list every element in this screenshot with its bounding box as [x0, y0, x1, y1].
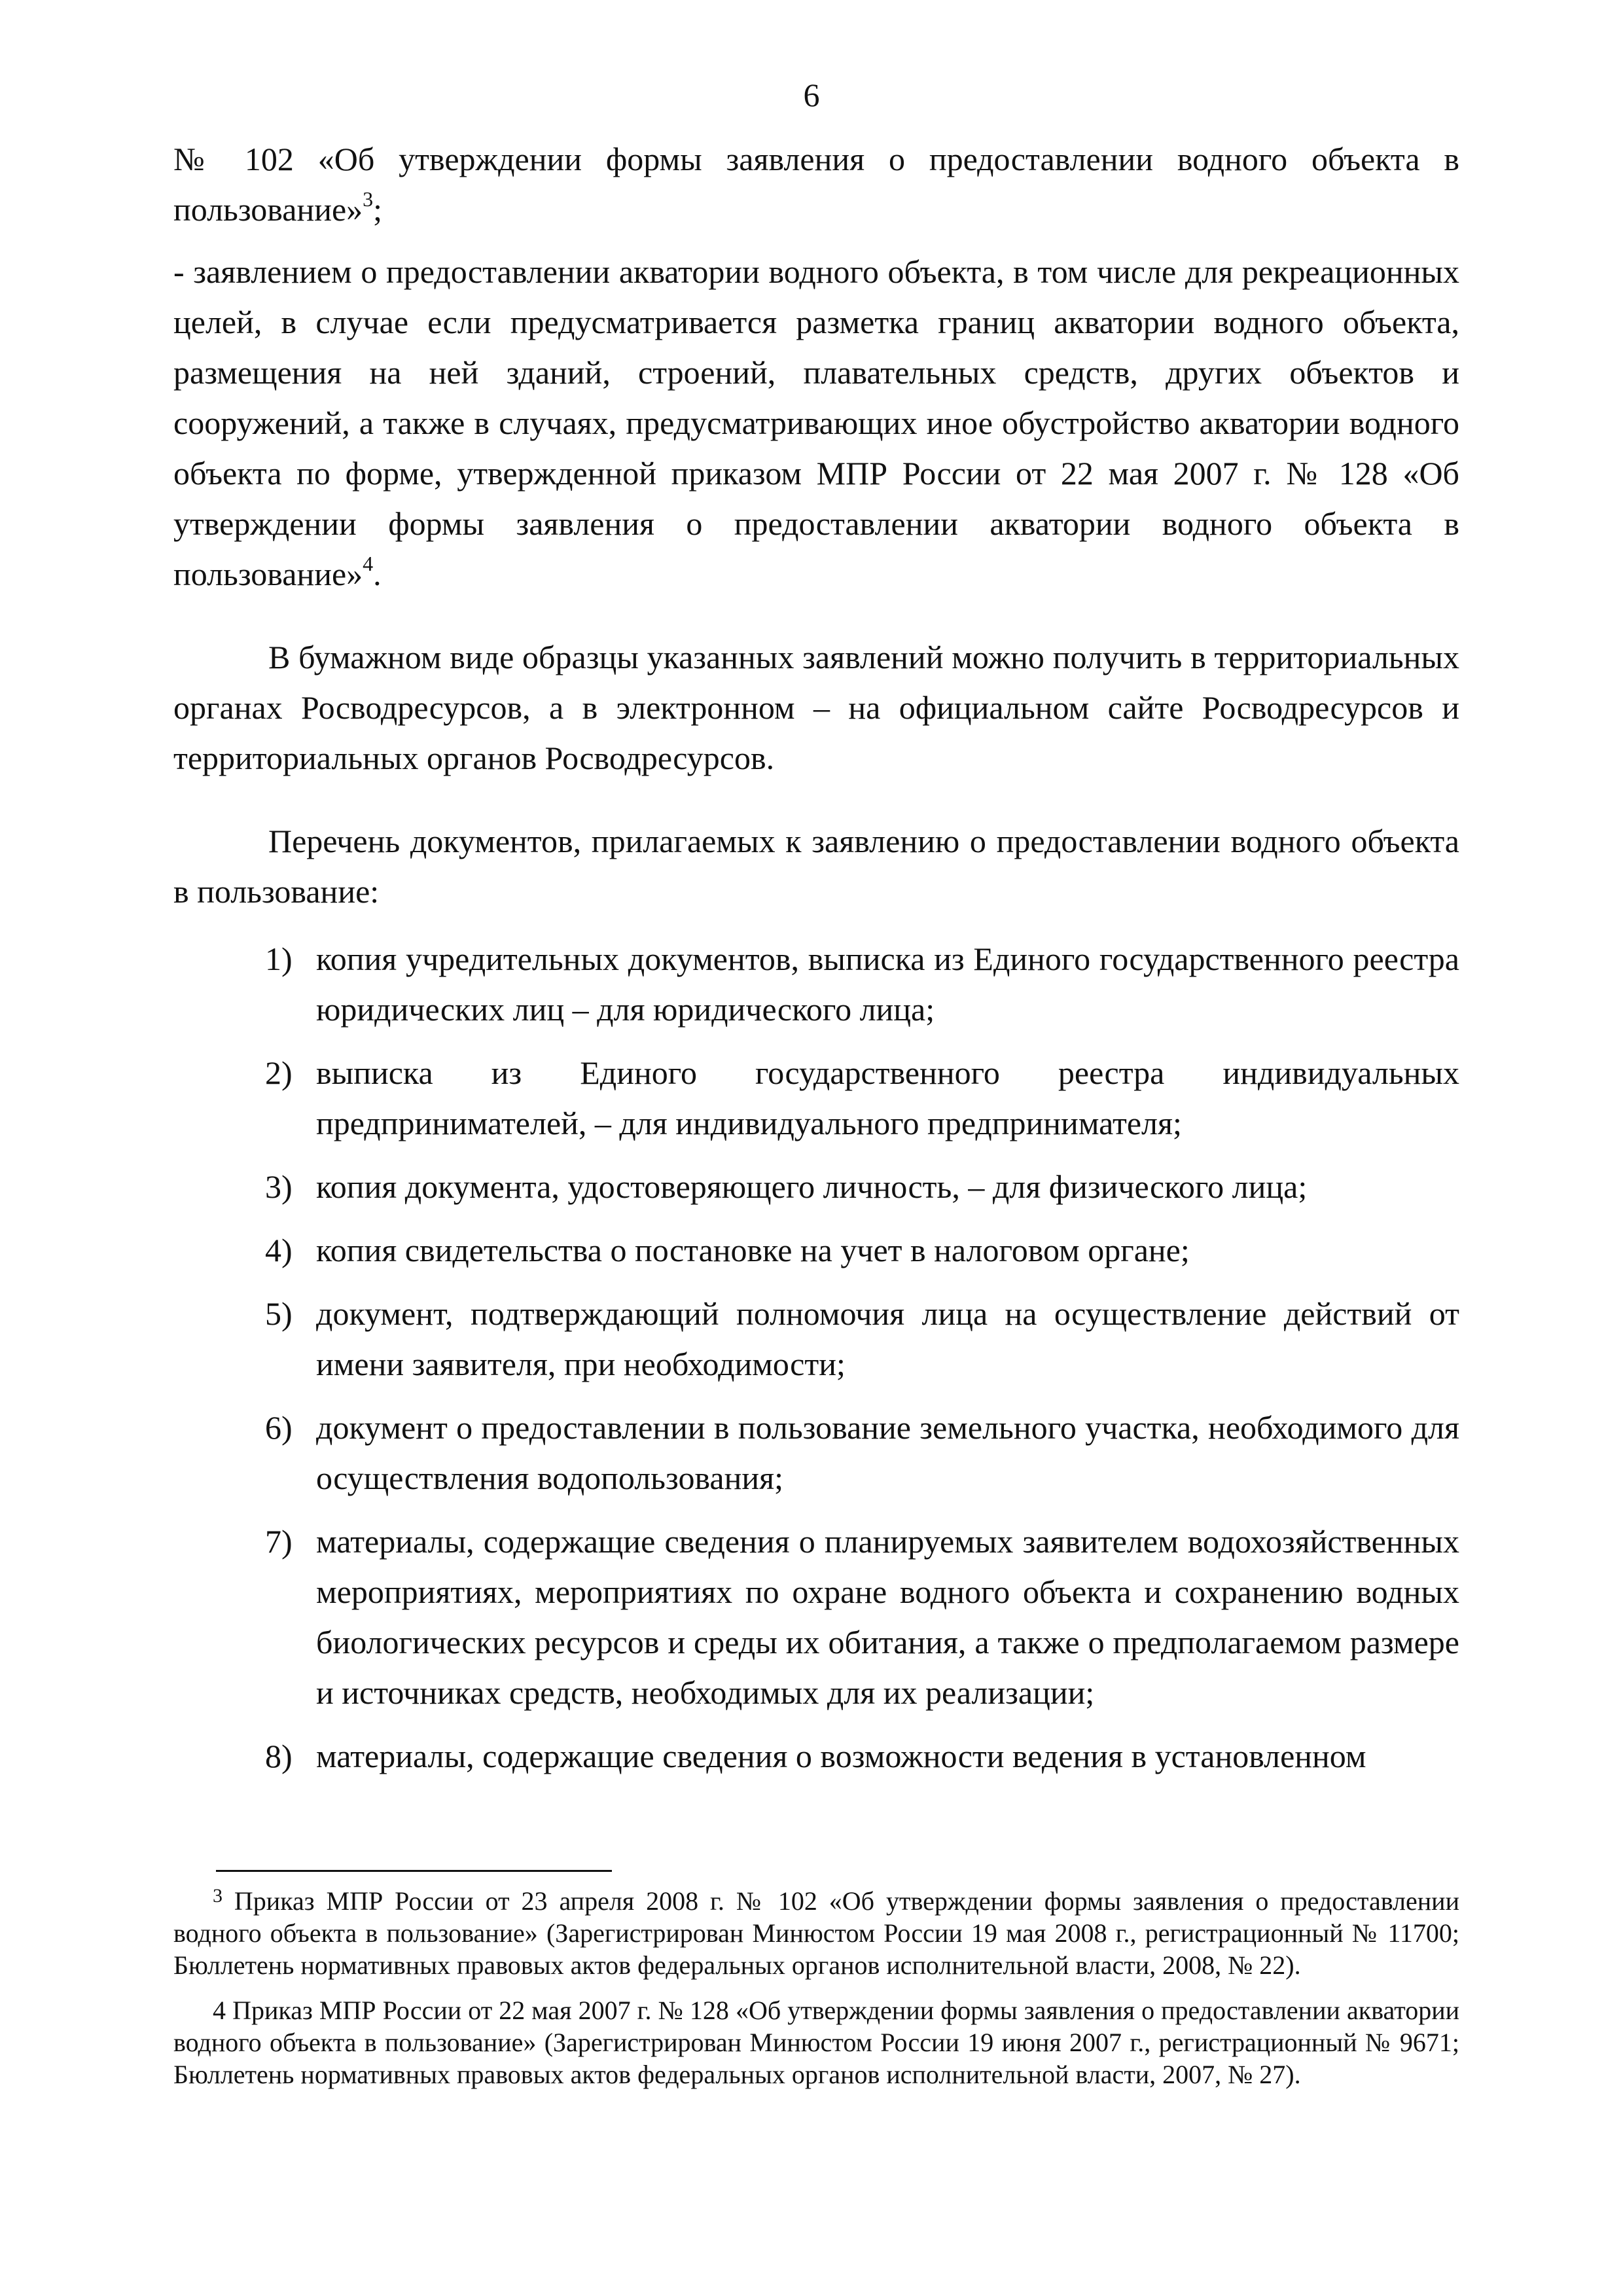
list-item-number: 8) [265, 1738, 293, 1774]
list-item [173, 1403, 1459, 1503]
paragraph-tail: . [373, 556, 382, 592]
footnote-mark: 4 [213, 1996, 226, 2025]
paragraph-order-reference [173, 134, 1459, 235]
list-item [173, 1048, 1459, 1149]
paragraph-paper-forms: В бумажном виде образцы указанных заявлений можно получить в территориальных органах Росводресурсов, а в электронном – на официальном сайте Росводресурсов и территориальных органов Росводресурсов. [173, 639, 1459, 776]
footnote-4 [173, 1994, 1459, 2090]
footnote-mark: 3 [213, 1885, 223, 1907]
footnotes [173, 1885, 1459, 2090]
footnote-ref-3[interactable]: 3 [363, 187, 374, 211]
list-item-text: материалы, содержащие сведения о возможности ведения в установленном [316, 1738, 1366, 1774]
list-item-text: документ о предоставлении в пользование земельного участка, необходимого для осуществления водопользования; [316, 1409, 1459, 1496]
paragraph-tail: ; [373, 191, 383, 228]
list-item [173, 934, 1459, 1035]
list-item-number: 7) [265, 1523, 293, 1560]
footnote-3 [173, 1885, 1459, 1981]
list-item-text: копия документа, удостоверяющего личность, – для физического лица; [316, 1168, 1308, 1205]
list-item-number: 4) [265, 1232, 293, 1268]
list-item-number: 6) [265, 1409, 293, 1446]
list-item-number: 3) [265, 1168, 293, 1205]
list-item [173, 1225, 1459, 1276]
paragraph-aquatory-application [173, 247, 1459, 600]
list-item [173, 1731, 1459, 1782]
document-body [173, 134, 1459, 1795]
paragraph-text: № 102 «Об утверждении формы заявления о предоставлении водного объекта в пользование» [173, 141, 1459, 228]
footnote-text: Приказ МПР России от 22 мая 2007 г. № 128 «Об утверждении формы заявления о предоставлении акватории водного объекта в пользование» (Зарегистрирован Минюстом России 19 июня 2007 г., регистрационный № 9671; Бюллетень нормативных правовых актов федеральных органов исполнительной власти, 2007, № 27). [173, 1996, 1459, 2089]
paragraph-documents-list-intro: Перечень документов, прилагаемых к заявлению о предоставлении водного объекта в пользование: [173, 823, 1459, 910]
list-item-text: выписка из Единого государственного реестра индивидуальных предпринимателей, – для индивидуального предпринимателя; [316, 1054, 1459, 1141]
list-item-number: 5) [265, 1295, 293, 1332]
list-item [173, 1289, 1459, 1390]
list-item [173, 1516, 1459, 1718]
list-item-text: материалы, содержащие сведения о планируемых заявителем водохозяйственных мероприятиях, мероприятиях по охране водного объекта и сохранению водных биологических ресурсов и среды их обитания, а также о предполагаемом размере и источниках средств, необходимых для их реализации; [316, 1523, 1459, 1711]
list-item-text: документ, подтверждающий полномочия лица на осуществление действий от имени заявителя, при необходимости; [316, 1295, 1459, 1382]
documents-list [173, 934, 1459, 1782]
list-item [173, 1162, 1459, 1212]
list-item-number: 1) [265, 941, 293, 977]
page-number: 6 [803, 77, 820, 113]
footnote-text: Приказ МПР России от 23 апреля 2008 г. № 102 «Об утверждении формы заявления о предоставлении водного объекта в пользование» (Зарегистрирован Минюстом России 19 мая 2008 г., регистрационный № 11700; Бюллетень нормативных правовых актов федеральных органов исполнительной власти, 2008, № 22). [173, 1886, 1459, 1980]
list-item-text: копия свидетельства о постановке на учет в налоговом органе; [316, 1232, 1190, 1268]
footnote-separator [216, 1870, 612, 1872]
footnote-ref-4[interactable]: 4 [363, 552, 374, 575]
list-item-text: копия учредительных документов, выписка из Единого государственного реестра юридических лиц – для юридического лица; [316, 941, 1459, 1028]
list-item-number: 2) [265, 1054, 293, 1091]
paragraph-text: - заявлением о предоставлении акватории водного объекта, в том числе для рекреационных целей, в случае если предусматривается разметка границ акватории водного объекта, размещения на ней зданий, строений, плавательных средств, других объектов и сооружений, а также в случаях, предусматривающих иное обустройство акватории водного объекта по форме, утвержденной приказом МПР России от 22 мая 2007 г. № 128 «Об утверждении формы заявления о предоставлении акватории водного объекта в пользование» [173, 253, 1459, 592]
